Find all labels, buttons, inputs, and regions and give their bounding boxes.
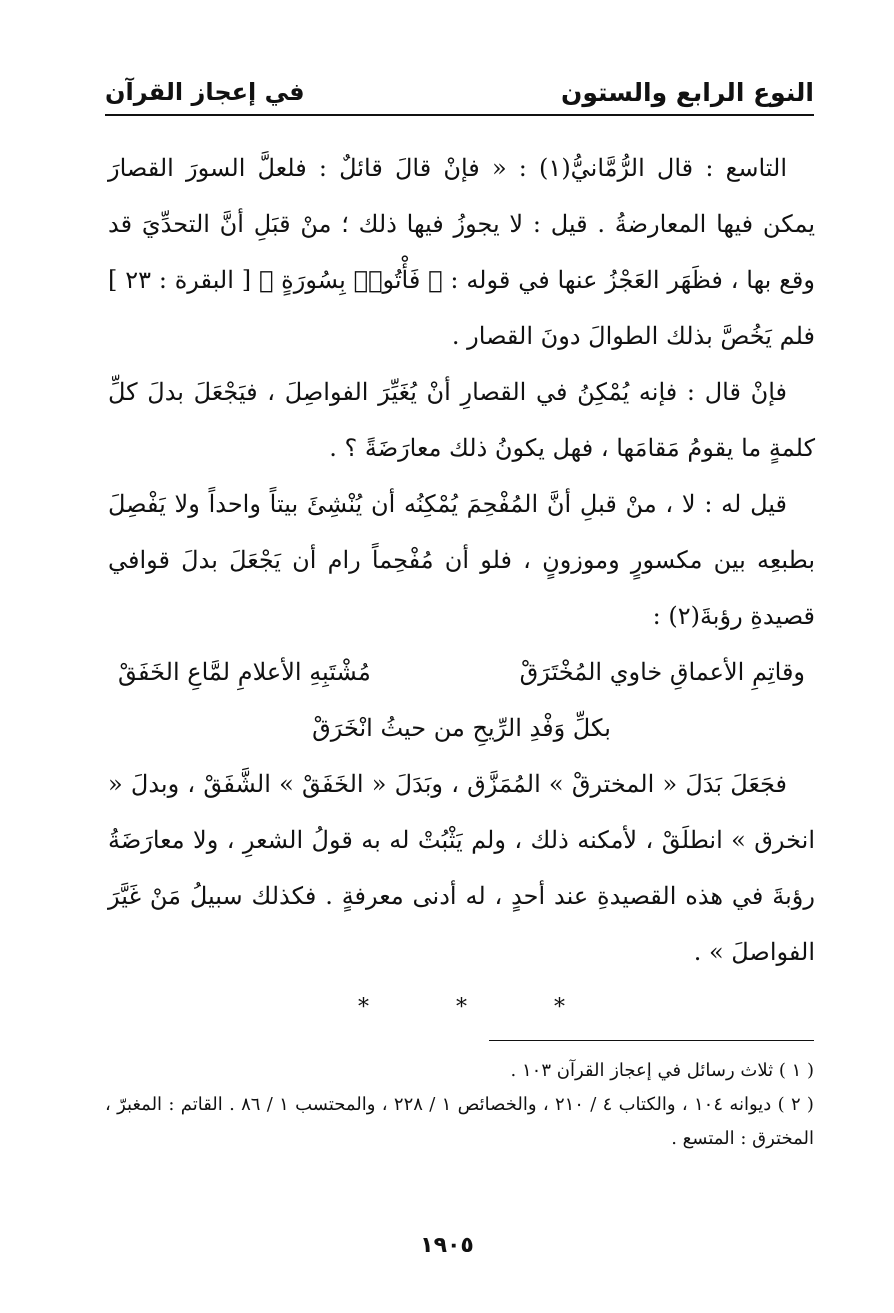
- poem-verses: [108, 644, 815, 756]
- main-text: [108, 140, 815, 1036]
- chapter-title: النوع الرابع والستون: [560, 77, 814, 107]
- book-title: في إعجاز القرآن: [105, 78, 305, 106]
- footnotes: [105, 1054, 814, 1156]
- paragraph-ninth: التاسع : قال الرُّمَّانيُّ(١) : « فإنْ قالَ قائلٌ : فلعلَّ السورَ القصارَ يمكن فيها المعارضةُ . قيل : لا يجوزُ فيها ذلك ؛ منْ قبَلِ أنَّ التحدِّيَ قد وقع بها ، فظَهَر العَجْزُ عنها في قوله : ﴿ فَأْتُوا۟ بِسُورَةٍ ﴾ [ البقرة : ٢٣ ] فلم يَخُصَّ بذلك الطوالَ دونَ القصار .: [108, 154, 815, 350]
- page-number: ١٩٠٥: [420, 1233, 474, 1258]
- verse-single-line: بكلِّ وَفْدِ الرِّيحِ من حيثُ انْخَرَقْ: [312, 714, 611, 742]
- verse-second-hemistich: مُشْتَبِهِ الأعلامِ لمَّاعِ الخَفَقْ: [118, 658, 371, 686]
- footnote-2: ( ٢ ) ديوانه ١٠٤ ، والكتاب ٤ / ٢١٠ ، والخصائص ١ / ٢٢٨ ، والمحتسب ١ / ٨٦ . القاتم : المغبرّ ، المخترق : المتسع .: [105, 1094, 814, 1149]
- paragraph-reply: قيل له : لا ، منْ قبلِ أنَّ المُفْحِمَ يُمْكِنُه أن يُنْشِئَ بيتاً واحداً ولا يَفْصِلَ بطبعِه بين مكسورٍ وموزونٍ ، فلو أن مُفْحِماً رام أن يَجْعَلَ بدلَ قوافي قصيدةِ رؤبةَ(٢) :: [108, 490, 815, 630]
- verse-first-hemistich: وقاتِمِ الأعماقِ خاوي المُخْتَرَقْ: [519, 658, 805, 686]
- footnote-divider: [489, 1040, 814, 1041]
- paragraph-objection: فإنْ قال : فإنه يُمْكِنُ في القصارِ أنْ يُغَيِّرَ الفواصِلَ ، فيَجْعَلَ بدلَ كلِّ كلمةٍ ما يقومُ مَقامَها ، فهل يكونُ ذلك معارَضَةً ؟ .: [108, 378, 815, 462]
- verse-line-2: [108, 700, 815, 756]
- paragraph-closing: فجَعَلَ بَدَلَ « المخترقْ » المُمَزَّق ، وبَدَلَ « الخَفَقْ » الشَّفَقْ ، وبدلَ « انخرق » انطلَقْ ، لأمكنه ذلك ، ولم يَثْبُتْ له به قولُ الشعرِ ، ولا معارَضَةُ رؤبةَ في هذه القصيدةِ عند أحدٍ ، له أدنى معرفةٍ . فكذلك سبيلُ مَنْ غَيَّرَ الفواصلَ » .: [108, 770, 815, 966]
- section-separator: * * *: [358, 995, 605, 1020]
- footnote-1: ( ١ ) ثلاث رسائل في إعجاز القرآن ١٠٣ .: [510, 1060, 814, 1081]
- running-header: [105, 70, 814, 116]
- verse-line-1: [108, 644, 815, 700]
